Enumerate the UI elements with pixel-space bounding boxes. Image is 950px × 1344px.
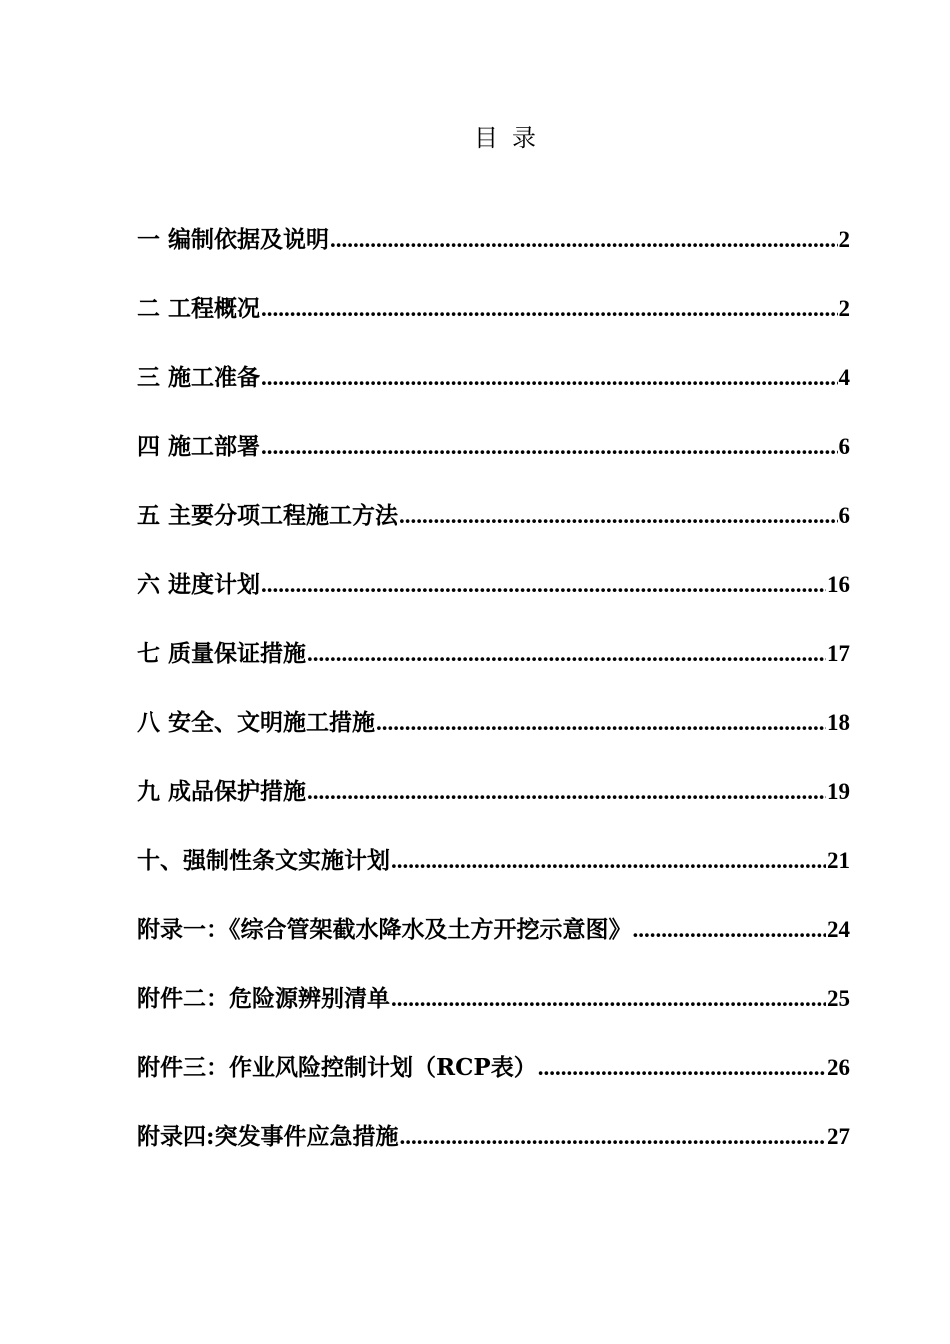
toc-page-number: 24 xyxy=(827,917,850,942)
toc-dot-leader xyxy=(391,842,826,880)
toc-entry[interactable] xyxy=(137,466,850,535)
toc-entry[interactable] xyxy=(137,190,850,259)
toc-entry-label: 五 主要分项工程施工方法 xyxy=(137,502,399,529)
toc-entry[interactable] xyxy=(137,673,850,742)
toc-dot-leader xyxy=(633,911,827,949)
toc-dot-leader xyxy=(391,980,826,1018)
toc-entry-label: 附录一：《综合管架截水降水及土方开挖示意图》 xyxy=(137,916,632,943)
toc-entry-label: 七 质量保证措施 xyxy=(137,640,307,667)
toc-dot-leader xyxy=(330,221,837,259)
toc-entry-label: 一 编制依据及说明 xyxy=(137,226,330,253)
toc-page-number: 16 xyxy=(827,572,850,597)
toc-entry[interactable] xyxy=(137,397,850,466)
toc-entry[interactable] xyxy=(137,880,850,949)
toc-entry[interactable] xyxy=(137,535,850,604)
toc-dot-leader xyxy=(261,359,837,397)
toc-entry-label: 八 安全、文明施工措施 xyxy=(137,709,376,736)
toc-page-number: 26 xyxy=(827,1055,850,1080)
toc-page-number: 17 xyxy=(827,641,850,666)
toc-entry[interactable] xyxy=(137,742,850,811)
toc-page-number: 18 xyxy=(827,710,850,735)
toc-dot-leader xyxy=(261,290,837,328)
toc-dot-leader xyxy=(307,635,826,673)
toc-entry-label: 十、强制性条文实施计划 xyxy=(137,847,390,874)
toc-page-number: 21 xyxy=(827,848,850,873)
toc-entry[interactable] xyxy=(137,604,850,673)
toc-entry-label: 六 进度计划 xyxy=(137,571,261,598)
toc-entry-label: 二 工程概况 xyxy=(137,295,261,322)
toc-entry[interactable] xyxy=(137,1087,850,1156)
toc-entry[interactable] xyxy=(137,811,850,880)
toc-entry-label: 附件二：危险源辨别清单 xyxy=(137,985,390,1012)
toc-entry-label: 四 施工部署 xyxy=(137,433,261,460)
toc-dot-leader xyxy=(400,1118,827,1156)
toc-page-number: 25 xyxy=(827,986,850,1011)
toc-page-number: 6 xyxy=(838,434,850,459)
toc-page-number: 4 xyxy=(838,365,850,390)
toc-page-number: 2 xyxy=(838,227,850,252)
toc-entry-label: 附件三：作业风险控制计划（RCP表） xyxy=(137,1054,537,1081)
toc-entry[interactable] xyxy=(137,1018,850,1087)
toc-dot-leader xyxy=(261,566,826,604)
toc-dot-leader xyxy=(261,428,837,466)
toc-entry-label: 九 成品保护措施 xyxy=(137,778,307,805)
toc-page-number: 27 xyxy=(827,1124,850,1149)
toc-page-number: 19 xyxy=(827,779,850,804)
toc-entry[interactable] xyxy=(137,328,850,397)
toc-dot-leader xyxy=(538,1049,826,1087)
toc-dot-leader xyxy=(307,773,826,811)
toc-entry[interactable] xyxy=(137,949,850,1018)
table-of-contents xyxy=(137,190,850,1156)
toc-entry-label: 三 施工准备 xyxy=(137,364,261,391)
toc-title: 目录 xyxy=(474,124,550,152)
toc-page-number: 6 xyxy=(838,503,850,528)
toc-dot-leader xyxy=(376,704,826,742)
toc-page-number: 2 xyxy=(838,296,850,321)
toc-entry-label: 附录四:突发事件应急措施 xyxy=(137,1123,399,1150)
toc-entry[interactable] xyxy=(137,259,850,328)
toc-dot-leader xyxy=(399,497,837,535)
